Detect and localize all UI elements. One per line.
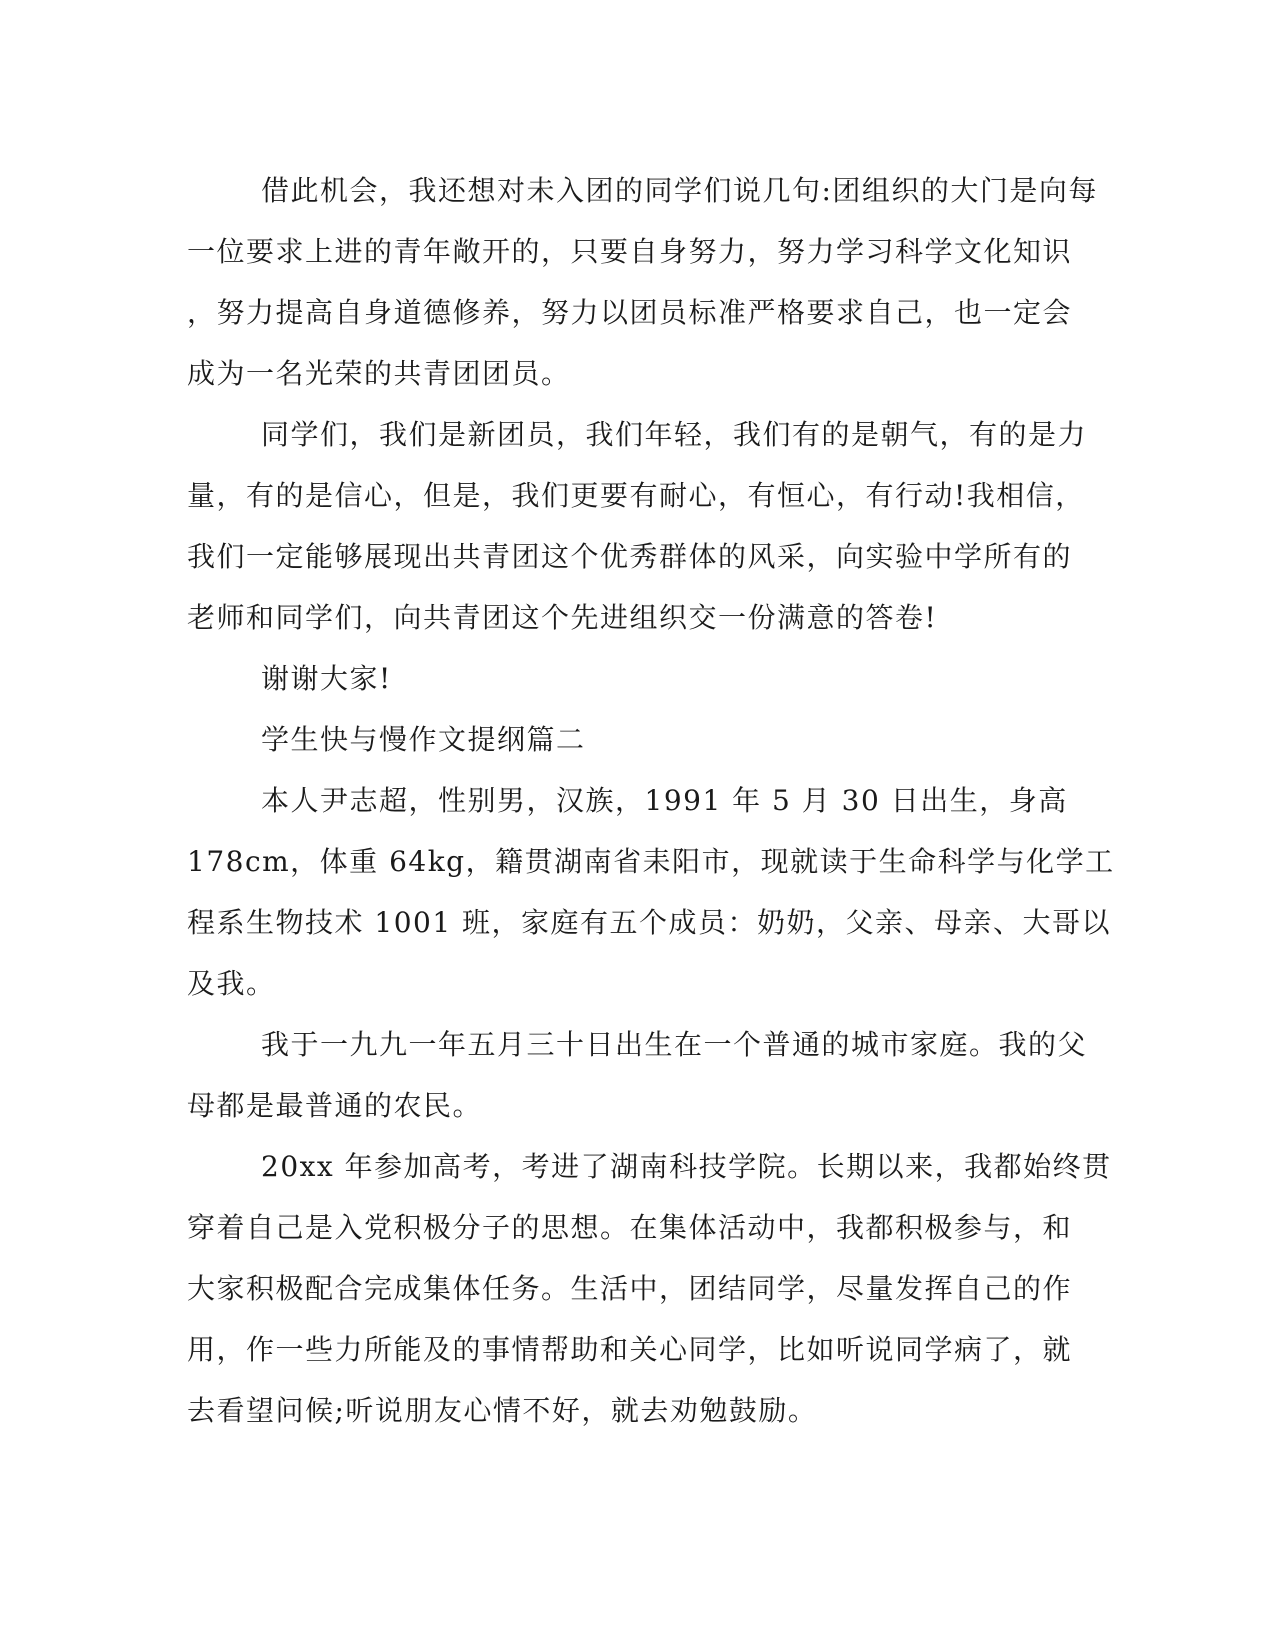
paragraph-line: 20xx 年参加高考，考进了湖南科技学院。长期以来，我都始终贯	[261, 1150, 1112, 1183]
paragraph-line: 我们一定能够展现出共青团这个优秀群体的风采，向实验中学所有的	[187, 540, 1073, 573]
section-heading: 学生快与慢作文提纲篇二	[261, 723, 586, 756]
paragraph-line: 一位要求上进的青年敞开的，只要自身努力，努力学习科学文化知识	[187, 235, 1073, 268]
paragraph-line: 大家积极配合完成集体任务。生活中，团结同学，尽量发挥自己的作	[187, 1272, 1073, 1305]
paragraph-line: 本人尹志超，性别男，汉族，1991 年 5 月 30 日出生，身高	[261, 784, 1068, 817]
paragraph-line: 老师和同学们，向共青团这个先进组织交一份满意的答卷!	[187, 601, 938, 634]
paragraph-line: ，努力提高自身道德修养，努力以团员标准严格要求自己，也一定会	[187, 296, 1073, 329]
paragraph-line: 成为一名光荣的共青团团员。	[187, 357, 571, 390]
paragraph-line: 量，有的是信心，但是，我们更要有耐心，有恒心，有行动!我相信，	[187, 479, 1085, 512]
paragraph-line: 同学们，我们是新团员，我们年轻，我们有的是朝气，有的是力	[261, 418, 1088, 451]
paragraph-line: 去看望问候;听说朋友心情不好，就去劝勉鼓励。	[187, 1394, 818, 1427]
paragraph-line: 程系生物技术 1001 班，家庭有五个成员：奶奶，父亲、母亲、大哥以	[187, 906, 1112, 939]
paragraph-line: 借此机会，我还想对未入团的同学们说几句:团组织的大门是向每	[261, 174, 1098, 207]
paragraph-line: 用，作一些力所能及的事情帮助和关心同学，比如听说同学病了，就	[187, 1333, 1073, 1366]
paragraph-line: 我于一九九一年五月三十日出生在一个普通的城市家庭。我的父	[261, 1028, 1088, 1061]
paragraph-line: 178cm，体重 64kg，籍贯湖南省耒阳市，现就读于生命科学与化学工	[187, 845, 1115, 878]
paragraph-line: 母都是最普通的农民。	[187, 1089, 483, 1122]
document-body	[187, 160, 1115, 1441]
paragraph-line: 穿着自己是入党积极分子的思想。在集体活动中，我都积极参与，和	[187, 1211, 1073, 1244]
paragraph-line: 及我。	[187, 967, 276, 1000]
closing-line: 谢谢大家!	[261, 662, 392, 695]
